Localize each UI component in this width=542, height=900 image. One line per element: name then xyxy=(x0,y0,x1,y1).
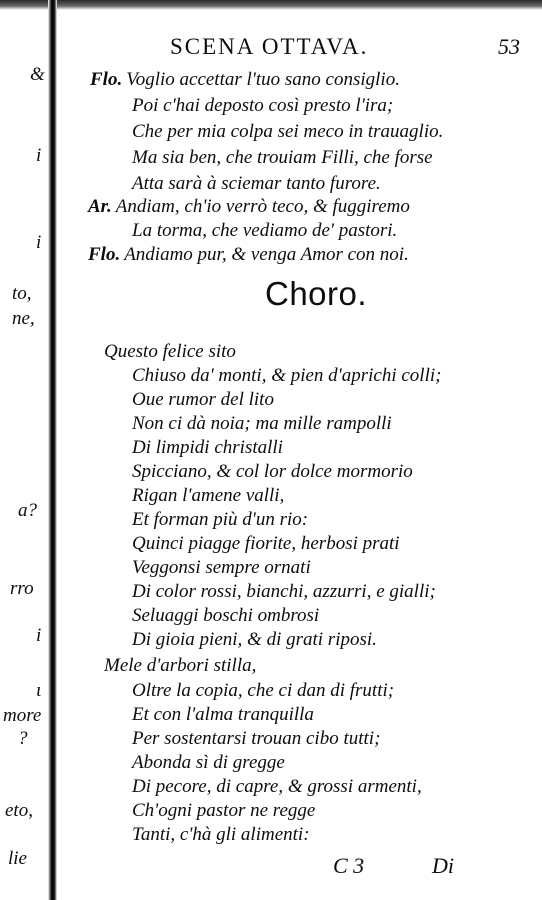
verse-text: Che per mia colpa sei meco in trauaglio. xyxy=(132,121,444,142)
verse-text: La torma, che vediamo de' pastori. xyxy=(132,220,398,241)
chorus-line: Et con l'alma tranquilla xyxy=(132,704,314,725)
fragment-text: a? xyxy=(18,500,37,521)
dialogue-line xyxy=(132,220,397,242)
fragment-text: rro xyxy=(10,578,34,599)
dialogue-line xyxy=(90,69,400,91)
speaker-label: Flo. xyxy=(90,69,123,90)
fragment-text: i xyxy=(36,232,42,253)
chorus-line: Non ci dà noia; ma mille rampolli xyxy=(132,413,392,434)
signature-mark: C 3 xyxy=(333,853,365,878)
fragment-text: eto, xyxy=(5,800,33,821)
dialogue-line xyxy=(132,147,433,169)
chorus-line: Mele d'arbori stilla, xyxy=(104,655,257,676)
book-gutter xyxy=(48,0,57,900)
fragment-text: & xyxy=(30,64,45,85)
chorus-line: Tanti, c'hà gli alimenti: xyxy=(132,824,310,845)
catchword: Di xyxy=(432,853,454,878)
chorus-line: Per sostentarsi trouan cibo tutti; xyxy=(132,728,381,749)
chorus-line: Seluaggi boschi ombrosi xyxy=(132,605,320,626)
chorus-line: Spicciano, & col lor dolce mormorio xyxy=(132,461,413,482)
verse-text: Andiam, ch'io verrò teco, & fuggiremo xyxy=(115,196,410,217)
chorus-line: Di limpidi christalli xyxy=(132,437,283,458)
speaker-label: Ar. xyxy=(88,196,112,217)
chorus-line: Quinci piagge fiorite, herbosi prati xyxy=(132,533,400,554)
chorus-line: Questo felice sito xyxy=(104,341,236,362)
fragment-text: i xyxy=(36,145,42,166)
running-title: SCENA OTTAVA. xyxy=(170,34,369,59)
fragment-text: i xyxy=(36,625,42,646)
fragment-text: lie xyxy=(8,848,27,869)
page-footer xyxy=(0,853,542,883)
fragment-text: ? xyxy=(18,728,28,749)
page-edge-shadow xyxy=(0,0,542,10)
chorus-line: Chiuso da' monti, & pien d'aprichi colli; xyxy=(132,365,442,386)
fragment-text: more xyxy=(3,705,42,726)
chorus-line: Abonda sì di gregge xyxy=(132,752,285,773)
chorus-heading: Choro. xyxy=(265,275,368,312)
dialogue-line xyxy=(132,121,443,143)
chorus-line: Oltre la copia, che ci dan di frutti; xyxy=(132,680,395,701)
verse-text: Ma sia ben, che trouiam Filli, che forse xyxy=(132,147,433,168)
dialogue-line xyxy=(88,196,410,218)
verse-text: Andiamo pur, & venga Amor con noi. xyxy=(124,244,409,265)
speaker-label: Flo. xyxy=(88,244,121,265)
chorus-line: Veggonsi sempre ornati xyxy=(132,557,311,578)
verse-text: Voglio accettar l'tuo sano consiglio. xyxy=(126,69,400,90)
chorus-line: Di gioia pieni, & di grati riposi. xyxy=(132,629,377,650)
fragment-text: to, xyxy=(12,283,32,304)
chorus-line: Et forman più d'un rio: xyxy=(132,509,309,530)
verse-text: Poi c'hai deposto così presto l'ira; xyxy=(132,95,394,116)
chorus-line: Oue rumor del lito xyxy=(132,389,274,410)
fragment-text: ne, xyxy=(12,308,35,329)
facing-page-fragment xyxy=(0,0,48,900)
dialogue-line xyxy=(132,95,393,117)
chorus-line: Di pecore, di capre, & grossi armenti, xyxy=(132,776,422,797)
chorus-line: Di color rossi, bianchi, azzurri, e gialli; xyxy=(132,581,436,602)
dialogue-line xyxy=(132,173,381,195)
page-number: 53 xyxy=(498,34,520,59)
page-header xyxy=(0,34,542,64)
chorus-line: Rigan l'amene valli, xyxy=(132,485,285,506)
chorus-line: Ch'ogni pastor ne regge xyxy=(132,800,316,821)
dialogue-line xyxy=(88,244,409,266)
verse-text: Atta sarà à sciemar tanto furore. xyxy=(132,173,381,194)
fragment-text: ι xyxy=(36,680,42,701)
